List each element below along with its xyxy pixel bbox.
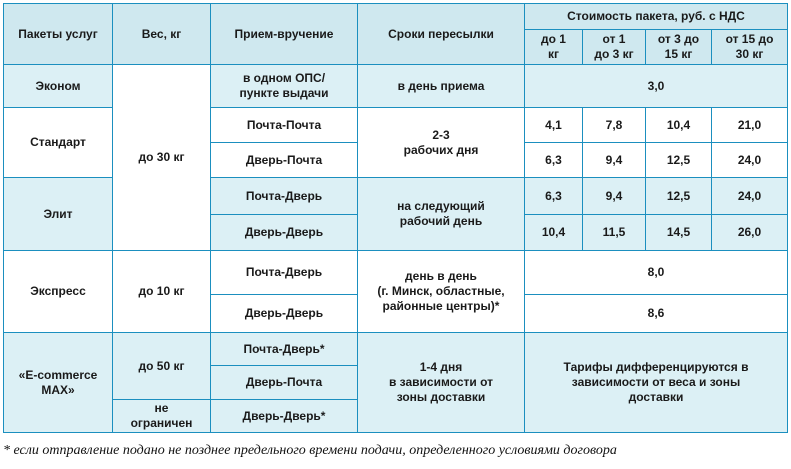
express-handover-2: Дверь-Дверь: [211, 295, 358, 333]
econom-price: 3,0: [525, 65, 788, 108]
header-weight: Вес, кг: [113, 4, 211, 65]
weight-50kg: до 50 кг: [113, 333, 211, 400]
price-cell: 7,8: [583, 108, 646, 143]
price-cell: 10,4: [646, 108, 712, 143]
ecommerce-price: Тарифы дифференцируются в зависимости от веса и зоны доставки: [525, 333, 788, 433]
price-cell: 21,0: [712, 108, 788, 143]
econom-handover: в одном ОПС/ пункте выдачи: [211, 65, 358, 108]
express-name: Экспресс: [4, 251, 113, 333]
bracket-3-15kg: от 3 до 15 кг: [646, 30, 712, 65]
header-handover: Прием-вручение: [211, 4, 358, 65]
price-cell: 24,0: [712, 178, 788, 215]
weight-10kg: до 10 кг: [113, 251, 211, 333]
price-cell: 12,5: [646, 143, 712, 178]
header-terms: Сроки пересылки: [358, 4, 525, 65]
ecommerce-name: «E-commerce MAX»: [4, 333, 113, 433]
ecommerce-handover-2: Дверь-Почта: [211, 366, 358, 400]
bracket-1-3kg: от 1 до 3 кг: [583, 30, 646, 65]
weight-unlimited: не ограничен: [113, 400, 211, 433]
standard-terms: 2-3 рабочих дня: [358, 108, 525, 178]
standard-name: Стандарт: [4, 108, 113, 178]
tariff-table: [3, 3, 788, 433]
elite-handover-2: Дверь-Дверь: [211, 215, 358, 251]
standard-handover-1: Почта-Почта: [211, 108, 358, 143]
elite-handover-1: Почта-Дверь: [211, 178, 358, 215]
price-cell: 14,5: [646, 215, 712, 251]
elite-name: Элит: [4, 178, 113, 251]
price-cell: 10,4: [525, 215, 583, 251]
express-price-2: 8,6: [525, 295, 788, 333]
ecommerce-handover-3: Дверь-Дверь*: [211, 400, 358, 433]
express-terms: день в день (г. Минск, областные, районные центры)*: [358, 251, 525, 333]
express-handover-1: Почта-Дверь: [211, 251, 358, 295]
price-cell: 6,3: [525, 178, 583, 215]
price-cell: 4,1: [525, 108, 583, 143]
weight-30kg: до 30 кг: [113, 65, 211, 251]
header-cost: Стоимость пакета, руб. с НДС: [525, 4, 788, 30]
price-cell: 9,4: [583, 143, 646, 178]
standard-handover-2: Дверь-Почта: [211, 143, 358, 178]
bracket-15-30kg: от 15 до 30 кг: [712, 30, 788, 65]
ecommerce-handover-1: Почта-Дверь*: [211, 333, 358, 366]
elite-terms: на следующий рабочий день: [358, 178, 525, 251]
footnote: * если отправление подано не позднее предельного времени подачи, определенного условиями договора: [3, 443, 617, 458]
price-cell: 11,5: [583, 215, 646, 251]
price-cell: 9,4: [583, 178, 646, 215]
price-cell: 24,0: [712, 143, 788, 178]
ecommerce-terms: 1-4 дня в зависимости от зоны доставки: [358, 333, 525, 433]
econom-terms: в день приема: [358, 65, 525, 108]
price-cell: 6,3: [525, 143, 583, 178]
econom-name: Эконом: [4, 65, 113, 108]
express-price-1: 8,0: [525, 251, 788, 295]
bracket-up-to-1kg: до 1 кг: [525, 30, 583, 65]
price-cell: 26,0: [712, 215, 788, 251]
header-packages: Пакеты услуг: [4, 4, 113, 65]
price-cell: 12,5: [646, 178, 712, 215]
